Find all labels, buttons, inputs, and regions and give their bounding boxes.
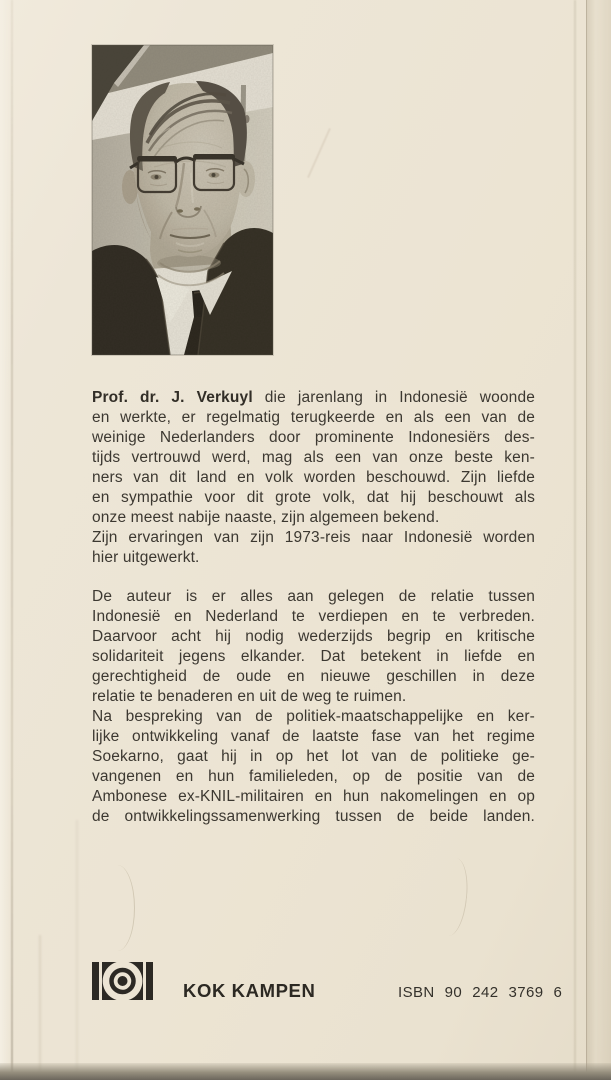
blurb-line-text: De auteur is er alles aan gelegen de relatie tussen [92, 588, 535, 605]
blurb-line-text: en sympathie voor dit grote volk, dat hij beschouwt als [92, 489, 535, 506]
portrait-photo [92, 45, 273, 355]
blurb-line [92, 428, 535, 448]
cover-edge-left [0, 0, 11, 1080]
blurb-line-text: tijds vertrouwd werd, mag als een van onze beste ken- [92, 449, 535, 466]
blurb-line [92, 687, 535, 707]
blurb-line-text: hier uitgewerkt. [92, 549, 200, 566]
portrait-illustration [92, 45, 273, 355]
kok-publisher-logo-icon [92, 962, 153, 1000]
blurb-line-text: Na bespreking van de politiek-maatschappelijke en ker- [92, 708, 535, 725]
blurb-line-text: Indonesië en Nederland te verdiepen en te verbreden. [92, 608, 535, 625]
blurb-line [92, 807, 535, 827]
blurb-line [92, 468, 535, 488]
blurb-line [92, 528, 535, 548]
blurb-line [92, 508, 535, 528]
blurb-line-text: Zijn ervaringen van zijn 1973-reis naar Indonesië worden [92, 529, 535, 546]
blurb-line-text: en werkte, er regelmatig terugkeerde en als een van de [92, 409, 535, 426]
crease-mark [574, 0, 576, 1080]
blurb-line [92, 767, 535, 787]
blurb-line [92, 707, 535, 727]
blurb-block [92, 388, 535, 528]
blurb-line-text: solidariteit jegens elkander. Dat betekent in liefde en [92, 648, 535, 665]
cover-edge-right [586, 0, 611, 1080]
blurb-block [92, 528, 535, 568]
scratch-mark [434, 857, 471, 938]
blurb-line [92, 587, 535, 607]
blurb-line [92, 627, 535, 647]
crease-mark [39, 935, 41, 1080]
publisher-name: KOK KAMPEN [183, 980, 316, 1001]
blurb [92, 388, 535, 827]
blurb-line [92, 667, 535, 687]
isbn-text: ISBN 90 242 3769 6 [398, 984, 563, 1001]
blurb-line [92, 388, 535, 408]
blurb-line [92, 607, 535, 627]
blurb-line-text: Ambonese ex-KNIL-militairen en hun nakomelingen en op [92, 788, 535, 805]
blurb-line-text: de ontwikkelingssamenwerking tussen de beide landen. [92, 808, 535, 825]
blurb-line [92, 787, 535, 807]
blurb-line [92, 488, 535, 508]
blurb-line-text: Daarvoor acht hij nodig wederzijds begrip en kritische [92, 628, 535, 645]
blurb-line [92, 448, 535, 468]
scratch-mark [100, 865, 135, 951]
blurb-line-text: weinige Nederlanders door prominente Indonesiërs des- [92, 429, 535, 446]
crease-mark [76, 820, 78, 1075]
blurb-line [92, 747, 535, 767]
blurb-line [92, 408, 535, 428]
crease-mark [11, 0, 13, 1080]
blurb-line [92, 647, 535, 667]
blurb-block [92, 707, 535, 827]
blurb-line [92, 548, 535, 568]
blurb-line-text: gerechtigheid de oude en nieuwe geschillen in deze [92, 668, 535, 685]
blurb-line-text: onze meest nabije naaste, zijn algemeen bekend. [92, 509, 440, 526]
author-name-bold: Prof. dr. J. Verkuyl [92, 389, 253, 406]
blurb-block [92, 587, 535, 707]
blurb-line-text: relatie te benaderen en uit de weg te ruimen. [92, 688, 407, 705]
blurb-line-text: ners van dit land en volk worden beschouwd. Zijn liefde [92, 469, 535, 486]
blurb-line-text: vangenen en hun familieleden, op de positie van de [92, 768, 535, 785]
blurb-line-text: lijke ontwikkeling vanaf de laatste fase van het regime [92, 728, 535, 745]
scratch-mark [307, 128, 331, 178]
blurb-line-text: Soekarno, gaat hij in op het lot van de politieke ge- [92, 748, 535, 765]
blurb-line-text: die jarenlang in Indonesië woonde [252, 389, 535, 406]
cover-edge-bottom [0, 1063, 611, 1080]
blurb-line [92, 727, 535, 747]
